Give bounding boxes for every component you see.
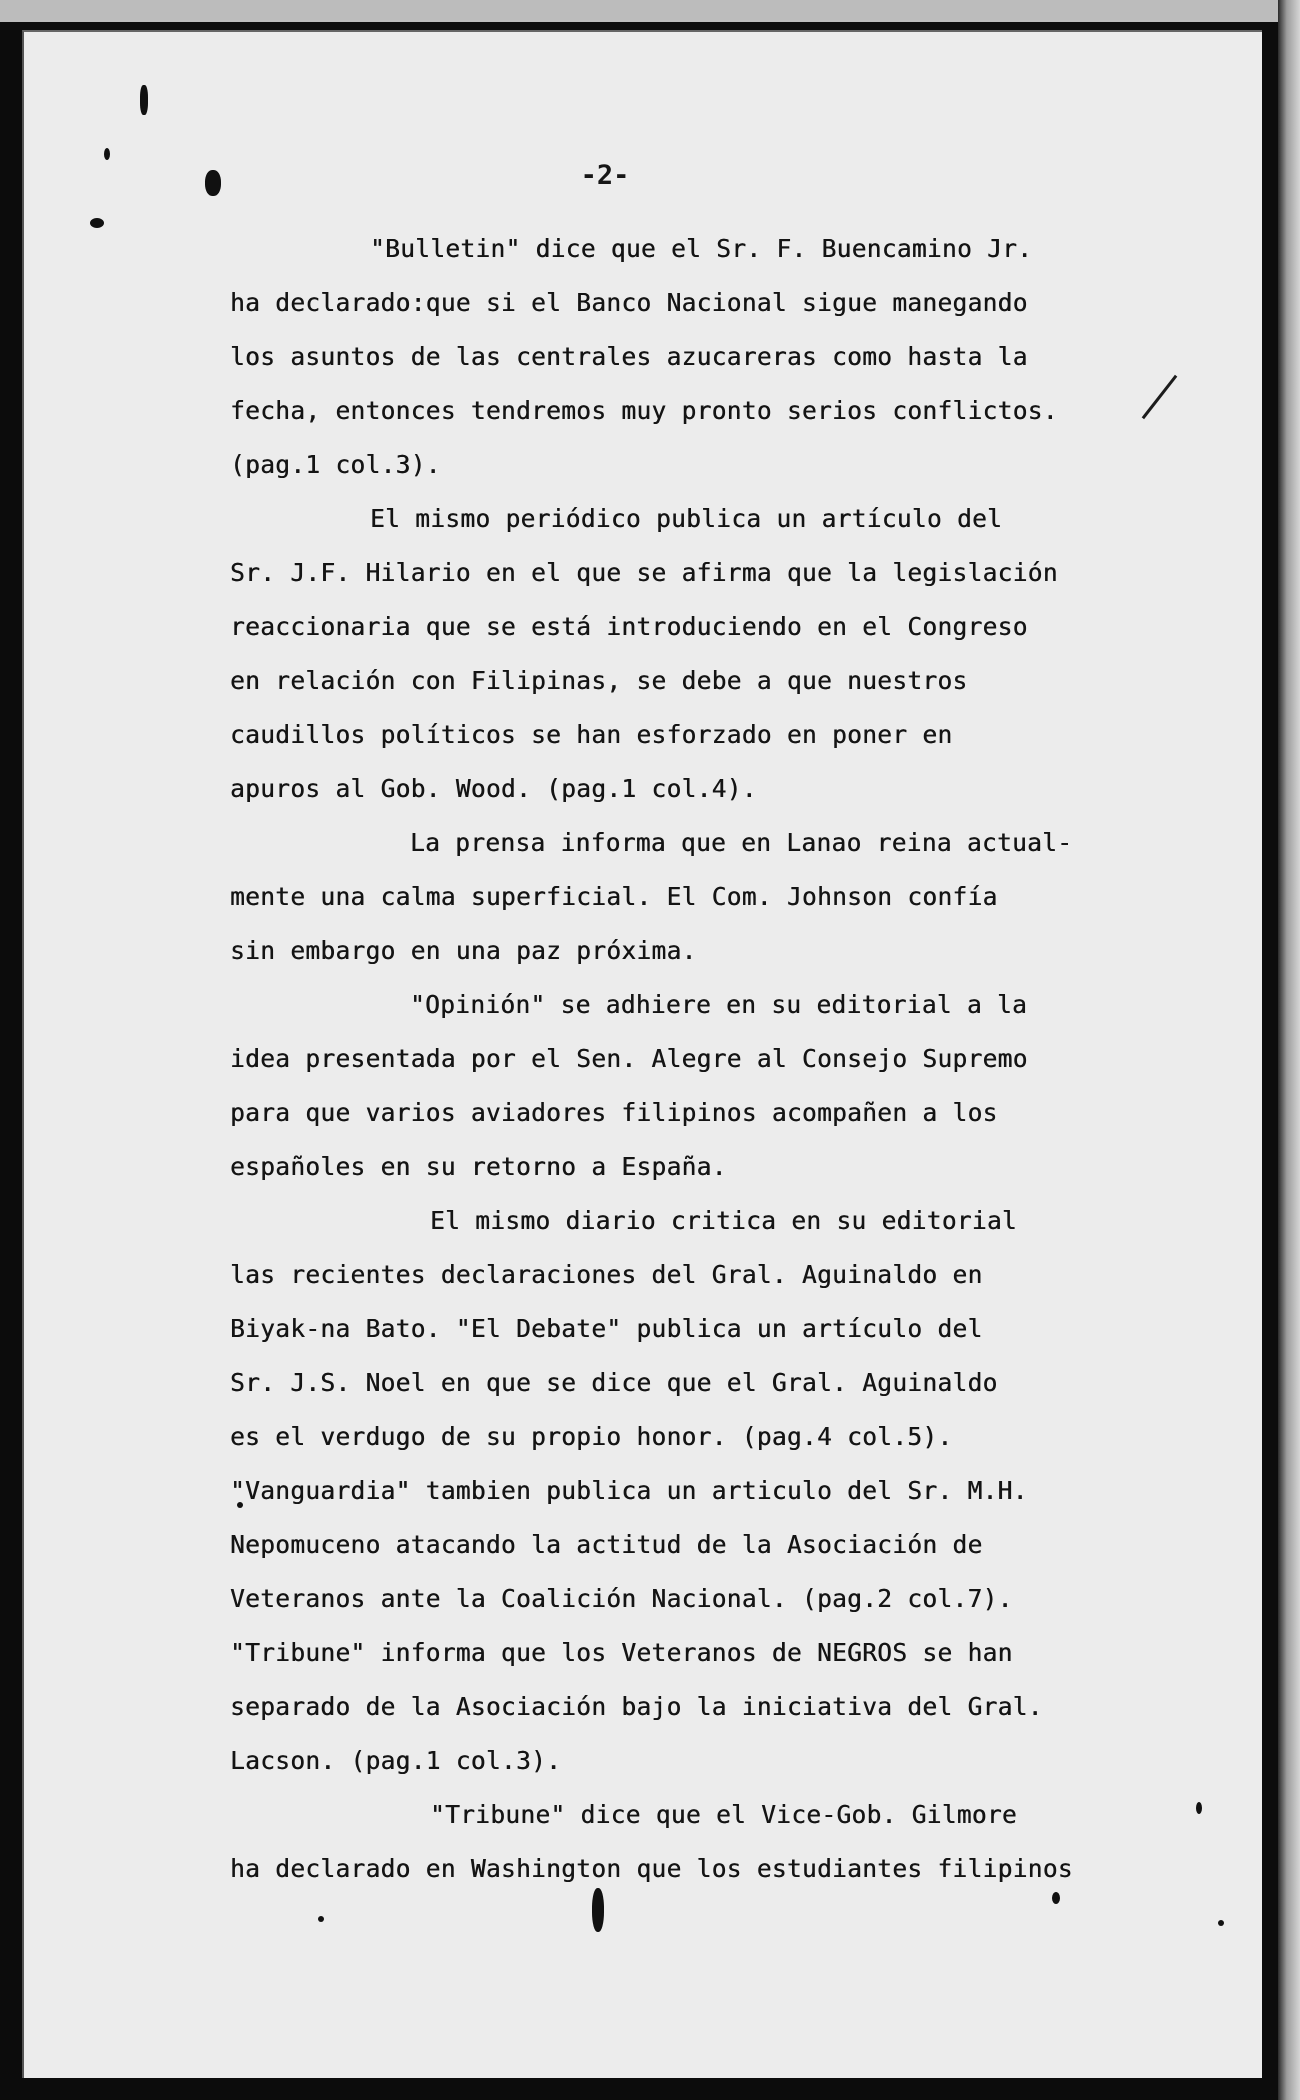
- text-line: españoles en su retorno a España.: [230, 1152, 727, 1181]
- text-line: apuros al Gob. Wood. (pag.1 col.4).: [230, 774, 757, 803]
- text-line: reaccionaria que se está introduciendo en el Congreso: [230, 612, 1028, 641]
- text-line: los asuntos de las centrales azucareras como hasta la: [230, 342, 1028, 371]
- text-line: en relación con Filipinas, se debe a que nuestros: [230, 666, 968, 695]
- text-line: "Opinión" se adhiere en su editorial a la: [410, 990, 1028, 1019]
- text-line: "Vanguardia" tambien publica un articulo del Sr. M.H.: [230, 1476, 1028, 1505]
- text-line: "Tribune" informa que los Veteranos de NEGROS se han: [230, 1638, 1013, 1667]
- text-line: caudillos políticos se han esforzado en poner en: [230, 720, 953, 749]
- scan-speck: [1218, 1920, 1224, 1926]
- scan-speck: [90, 218, 104, 228]
- text-line: Sr. J.F. Hilario en el que se afirma que la legislación: [230, 558, 1058, 587]
- text-line: para que varios aviadores filipinos acompañen a los: [230, 1098, 998, 1127]
- text-line: mente una calma superficial. El Com. Johnson confía: [230, 882, 998, 911]
- scan-speck: [1196, 1802, 1202, 1814]
- scan-speck: [104, 148, 110, 160]
- text-line: separado de la Asociación bajo la iniciativa del Gral.: [230, 1692, 1043, 1721]
- text-line: es el verdugo de su propio honor. (pag.4 col.5).: [230, 1422, 953, 1451]
- text-line: (pag.1 col.3).: [230, 450, 441, 479]
- scan-edge-right: [1278, 0, 1300, 2100]
- text-line: La prensa informa que en Lanao reina actual-: [410, 828, 1073, 857]
- text-line: fecha, entonces tendremos muy pronto serios conflictos.: [230, 396, 1058, 425]
- text-line: Lacson. (pag.1 col.3).: [230, 1746, 562, 1775]
- text-line: Nepomuceno atacando la actitud de la Asociación de: [230, 1530, 983, 1559]
- text-line: Sr. J.S. Noel en que se dice que el Gral. Aguinaldo: [230, 1368, 998, 1397]
- text-line: ha declarado en Washington que los estudiantes filipinos: [230, 1854, 1073, 1883]
- page-number: -2-: [580, 160, 630, 191]
- text-line: las recientes declaraciones del Gral. Aguinaldo en: [230, 1260, 983, 1289]
- text-line: idea presentada por el Sen. Alegre al Consejo Supremo: [230, 1044, 1028, 1073]
- text-line: Biyak-na Bato. "El Debate" publica un artículo del: [230, 1314, 983, 1343]
- text-line: "Bulletin" dice que el Sr. F. Buencamino Jr.: [370, 234, 1033, 263]
- text-line: Veteranos ante la Coalición Nacional. (pag.2 col.7).: [230, 1584, 1013, 1613]
- text-line: sin embargo en una paz próxima.: [230, 936, 697, 965]
- text-line: El mismo diario critica en su editorial: [430, 1206, 1017, 1235]
- text-line: ha declarado:que si el Banco Nacional sigue manegando: [230, 288, 1028, 317]
- scan-speck: [140, 85, 148, 115]
- text-line: El mismo periódico publica un artículo del: [370, 504, 1003, 533]
- text-line: "Tribune" dice que el Vice-Gob. Gilmore: [430, 1800, 1017, 1829]
- scan-speck: [318, 1916, 324, 1922]
- scan-edge-top: [0, 0, 1300, 22]
- typed-text-body: [230, 222, 1190, 1896]
- scan-speck: [205, 170, 221, 196]
